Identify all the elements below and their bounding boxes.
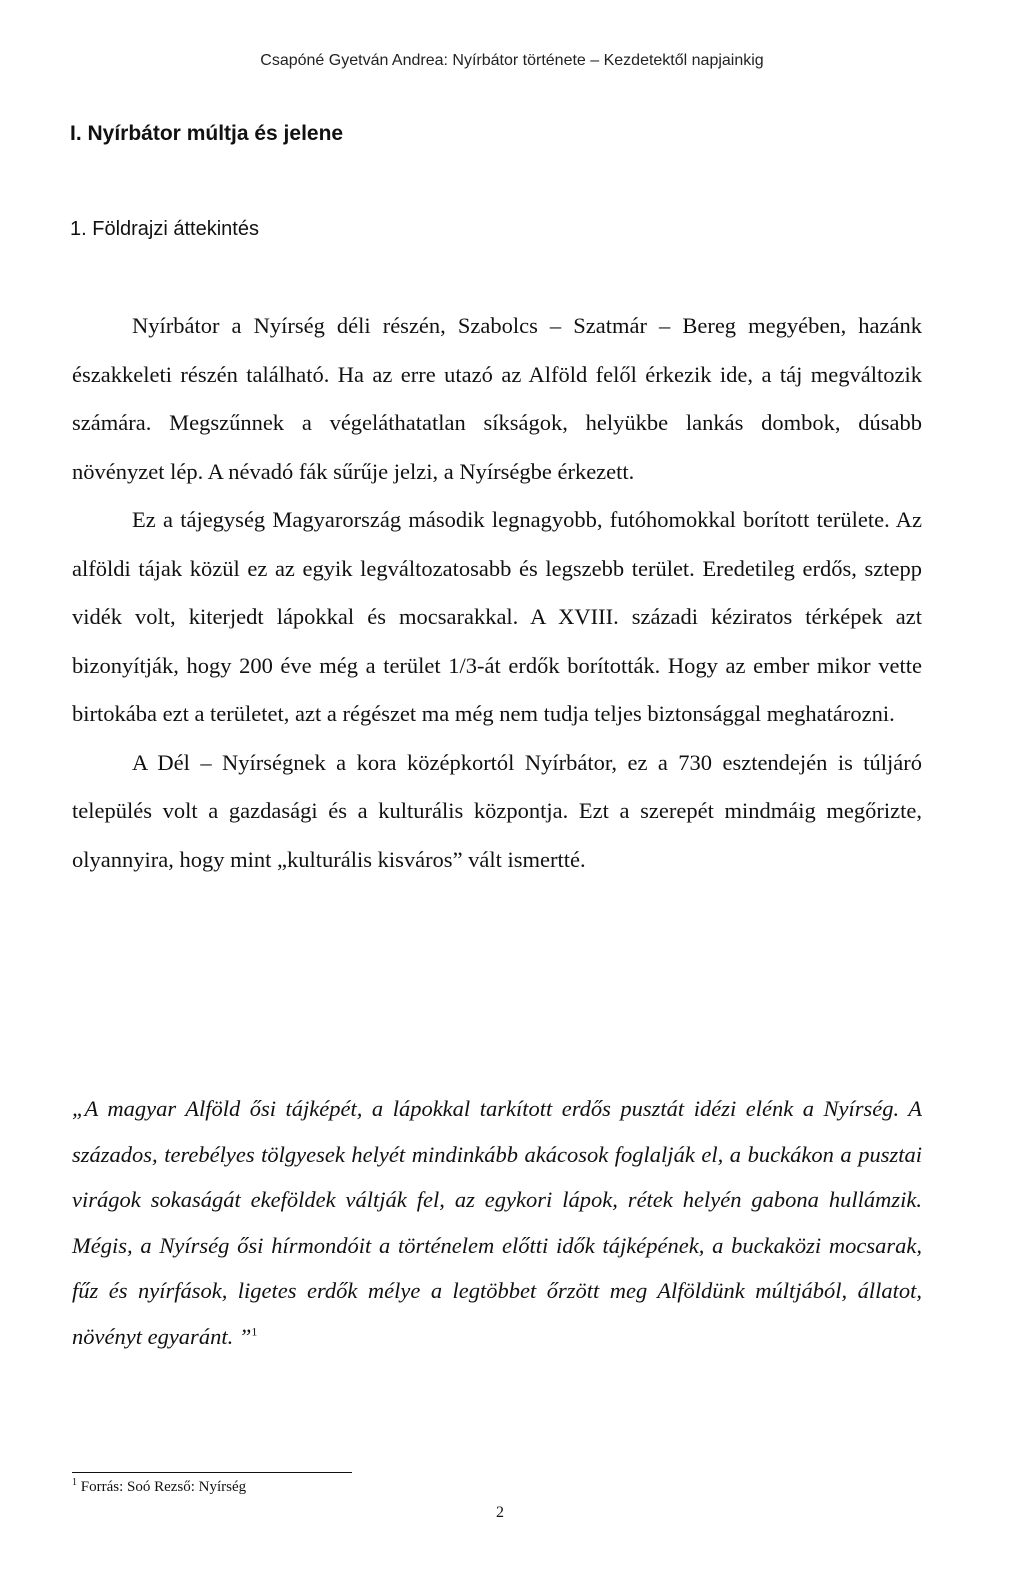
footnote xyxy=(72,1479,246,1496)
footnote-separator xyxy=(72,1472,352,1473)
footnote-reference: 1 xyxy=(251,1324,258,1338)
quote-text: „A magyar Alföld ősi tájképét, a lápokkal tarkított erdős pusztát idézi elénk a Nyírség. A százados, terebélyes tölgyesek helyét mindinkább akácosok foglalják el, a buckákon a pusztai virágok sokaságát ekeföldek váltják fel, az egykori lápok, rétek helyén gabona hullámzik. Mégis, a Nyírség ősi hírmondóit a történelem előtti idők tájképének, a buckaközi mocsarak, fűz és nyírfások, ligetes erdők mélye a legtöbbet őrzött meg Alföldünk múltjából, állatot, növényt egyaránt. ” xyxy=(72,1096,922,1349)
paragraph: A Dél – Nyírségnek a kora középkortól Nyírbátor, ez a 730 esztendején is túljáró település volt a gazdasági és a kulturális központja. Ezt a szerepét mindmáig megőrizte, olyannyira, hogy mint „kulturális kisváros” vált ismertté. xyxy=(72,749,922,872)
footnote-marker: 1 xyxy=(72,1477,77,1488)
body-text xyxy=(72,302,922,884)
footnote-text: Forrás: Soó Rezső: Nyírség xyxy=(80,1479,247,1495)
paragraph: Nyírbátor a Nyírség déli részén, Szabolcs – Szatmár – Bereg megyében, hazánk északkeleti részén található. Ha az erre utazó az Alföld felől érkezik ide, a táj megváltozik számára. Megszűnnek a végeláthatatlan síkságok, helyükbe lankás dombok, dúsabb növényzet lép. A névadó fák sűrűje jelzi, a Nyírségbe érkezett. xyxy=(72,313,922,484)
paragraph: Ez a tájegység Magyarország második legnagyobb, futóhomokkal borított területe. Az alföldi tájak közül ez az egyik legváltozatosabb és legszebb terület. Eredetileg erdős, sztepp vidék volt, kiterjedt lápokkal és mocsarakkal. A XVIII. századi kéziratos térképek azt bizonyítják, hogy 200 éve még a terület 1/3-át erdők borították. Hogy az ember mikor vette birtokába ezt a területet, azt a régészet ma még nem tudja teljes biztonsággal meghatározni. xyxy=(72,507,922,726)
block-quote xyxy=(72,1086,922,1359)
section-title: 1. Földrajzi áttekintés xyxy=(70,218,259,240)
page-number: 2 xyxy=(496,1504,504,1521)
running-head: Csapóné Gyetván Andrea: Nyírbátor története – Kezdetektől napjainkig xyxy=(260,52,764,69)
chapter-title: I. Nyírbátor múltja és jelene xyxy=(70,122,344,145)
